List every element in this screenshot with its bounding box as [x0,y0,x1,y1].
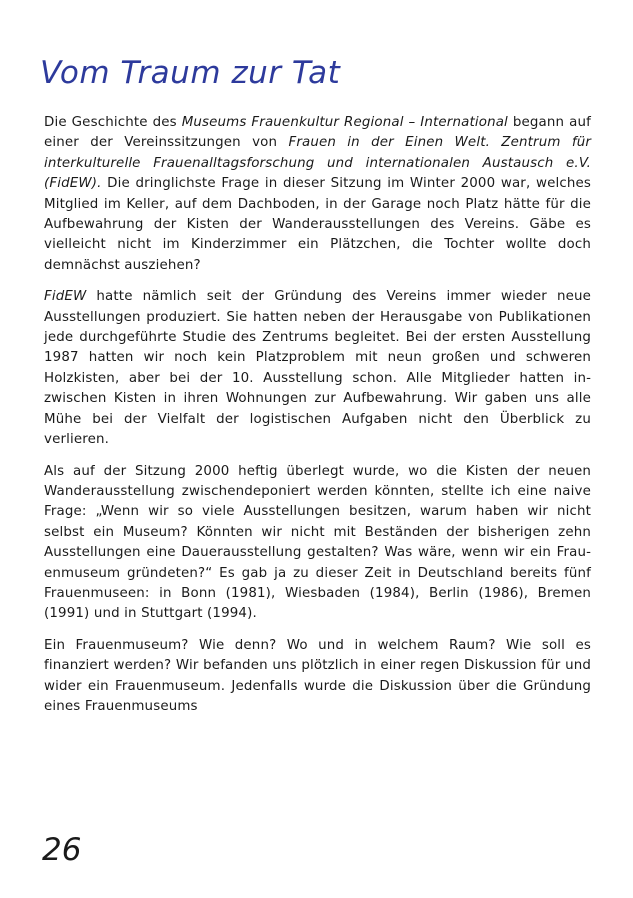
paragraph-3 [44,462,591,625]
page-title: Vom Traum zur Tat [40,55,341,91]
paragraph-1 [44,113,591,276]
body-text [44,113,591,728]
paragraph-4 [44,636,591,718]
text-run: Die dringlichste Frage in dieser Sitzung im Winter 2000 war, welches Mitglied im Keller, auf dem Dachboden, in der Garage noch Platz hätte für die Aufbewahrung der Kisten der Wanderausstellungen des Vereins. Gäbe es vielleicht nicht im Kinderzimmer ein Plätzchen, die Tochter wollte doch demnächst ausziehen? [44,176,591,273]
text-run: Ein Frauenmuseum? Wie denn? Wo und in welchem Raum? Wie soll es finanziert werden? Wir befanden uns plötzlich in einer regen Diskussion für und wider ein Frauenmuseum. Jedenfalls wurde die Diskussion über die Gründung eines Frauenmuseums [44,637,591,714]
text-run: begann auf einer der Vereinssitzungen von [44,115,591,151]
text-run: Die Geschichte des [44,115,182,130]
text-run: hatte nämlich seit der Gründung des Vereins immer wieder neue Ausstellungen produziert. Sie hatten neben der Herausgabe von Publikationen jede durchgeführte Studie des Zentrums begleitet. Bei der ersten Ausstellung 1987 hatten wir noch kein Platzproblem mit neun großen und schweren Holzkisten, aber bei der 10. Ausstellung schon. Alle Mitglieder hatten inzwischen Kisten in ihren Wohnungen zur Aufbewahrung. Wir gaben uns alle Mühe bei der Vielfalt der logistischen Aufgaben nicht den Überblick zu verlieren. [44,289,591,448]
page-number: 26 [42,832,82,868]
paragraph-2 [44,287,591,450]
text-run: Als auf der Sitzung 2000 heftig überlegt wurde, wo die Kisten der neuen Wanderausstellung zwischendeponiert werden könnten, stellte ich eine naive Frage: „Wenn wir so viele Ausstellungen besitzen, warum haben wir nicht selbst ein Museum? Könnten wir nicht mit Beständen der bisherigen zehn Ausstellungen eine Dauerausstellung gestalten? Was wäre, wenn wir ein Frauenmuseum gründeten?“ Es gab ja zu dieser Zeit in Deutschland bereits fünf Frauenmuseen: in Bonn (1981), Wiesbaden (1984), Berlin (1986), Bremen (1991) und in Stuttgart (1994). [44,463,591,622]
italic-run: Frauen in der Einen Welt. Zentrum für interkulturelle Frauenalltagsforschung und internationalen Austausch e.V. (FidEW). [44,135,591,192]
italic-run: FidEW [44,289,87,305]
italic-run: Museums Frauenkultur Regional – International [181,115,508,130]
